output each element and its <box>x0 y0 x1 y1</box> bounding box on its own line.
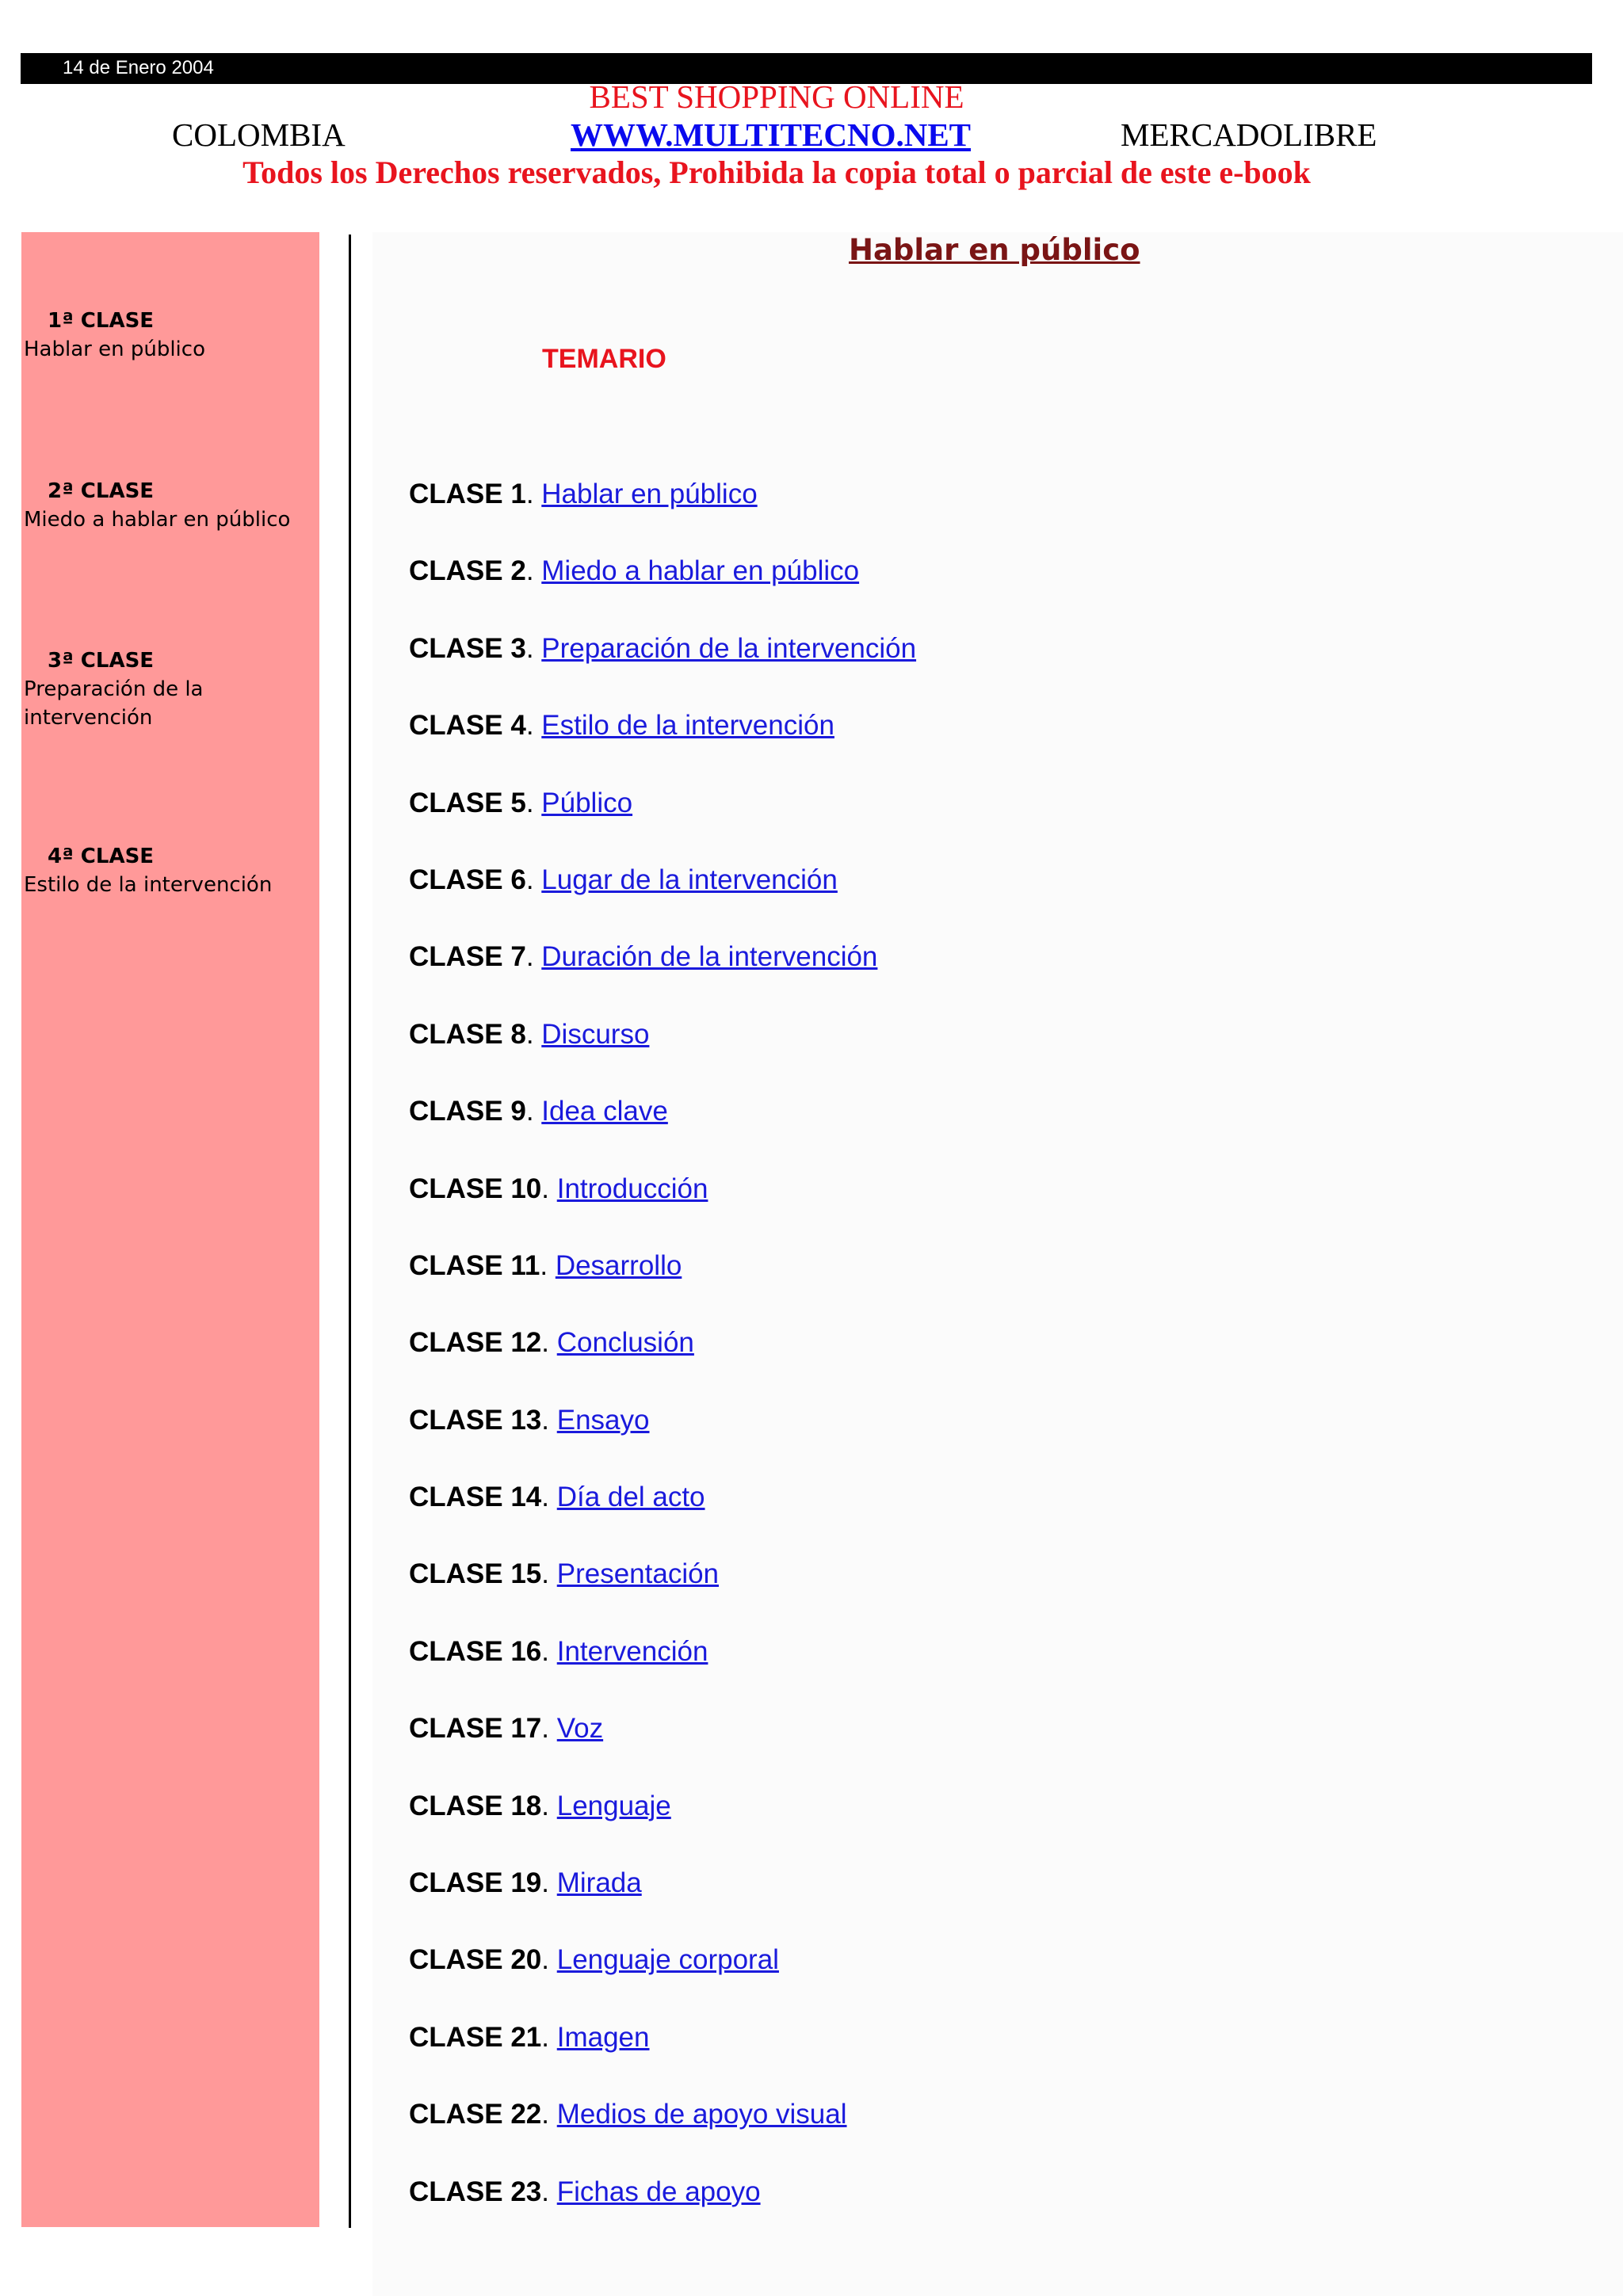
sidebar <box>21 232 319 2227</box>
toc-item: CLASE 9. Idea clave <box>409 1096 668 1127</box>
column-divider <box>349 235 351 2228</box>
toc-class-label: CLASE 9 <box>409 1096 526 1127</box>
toc-link[interactable]: Mirada <box>556 1867 642 1899</box>
sidebar-item-1[interactable] <box>24 307 317 364</box>
sidebar-item-number: 2ª CLASE <box>48 479 155 503</box>
toc-item: CLASE 2. Miedo a hablar en público <box>409 555 860 587</box>
toc-item: CLASE 4. Estilo de la intervención <box>409 710 834 742</box>
toc-class-label: CLASE 21 <box>409 2021 542 2053</box>
sidebar-item-label: Hablar en público <box>24 338 205 361</box>
toc-link[interactable]: Desarrollo <box>555 1249 682 1281</box>
sidebar-item-4[interactable] <box>24 842 317 899</box>
toc-class-label: CLASE 12 <box>409 1327 542 1359</box>
toc-link[interactable]: Ensayo <box>556 1404 650 1436</box>
toc-item: CLASE 23. Fichas de apoyo <box>409 2176 761 2207</box>
toc-class-label: CLASE 7 <box>409 941 526 973</box>
sidebar-item-label: Estilo de la intervención <box>24 873 273 897</box>
toc-item: CLASE 14. Día del acto <box>409 1482 705 1513</box>
toc-link[interactable]: Hablar en público <box>541 479 758 509</box>
toc-item: CLASE 20. Lenguaje corporal <box>409 1944 779 1976</box>
toc-class-label: CLASE 2 <box>409 555 526 587</box>
toc-link[interactable]: Lenguaje corporal <box>556 1944 779 1976</box>
toc-class-label: CLASE 18 <box>409 1790 542 1821</box>
toc-link[interactable]: Lenguaje <box>556 1790 671 1821</box>
sidebar-item-3[interactable] <box>24 646 317 732</box>
toc-link[interactable]: Discurso <box>541 1018 650 1050</box>
toc-link[interactable]: Estilo de la intervención <box>541 710 834 742</box>
market-label: MERCADOLIBRE <box>1121 116 1377 153</box>
toc-link[interactable]: Fichas de apoyo <box>556 2176 761 2207</box>
temario-heading: TEMARIO <box>542 344 666 374</box>
toc-class-label: CLASE 15 <box>409 1558 542 1590</box>
toc-link[interactable]: Preparación de la intervención <box>541 632 917 664</box>
page-title[interactable]: Hablar en público <box>849 233 1140 267</box>
toc-item: CLASE 8. Discurso <box>409 1018 650 1050</box>
toc-link[interactable]: Voz <box>556 1713 604 1745</box>
toc-class-label: CLASE 14 <box>409 1482 542 1513</box>
shopping-banner: BEST SHOPPING ONLINE <box>589 78 964 115</box>
toc-class-label: CLASE 6 <box>409 864 526 895</box>
sidebar-item-number: 3ª CLASE <box>48 649 155 673</box>
toc-class-label: CLASE 20 <box>409 1944 542 1976</box>
toc-link[interactable]: Medios de apoyo visual <box>556 2099 847 2130</box>
toc-link[interactable]: Intervención <box>556 1635 708 1667</box>
toc-class-label: CLASE 22 <box>409 2099 542 2130</box>
toc-item: CLASE 18. Lenguaje <box>409 1790 671 1821</box>
toc-class-label: CLASE 17 <box>409 1713 542 1745</box>
toc-class-label: CLASE 10 <box>409 1173 542 1204</box>
toc-class-label: CLASE 3 <box>409 632 526 664</box>
rights-notice: Todos los Derechos reservados, Prohibida la copia total o parcial de este e-book <box>242 154 1311 190</box>
sidebar-item-label: Miedo a hablar en público <box>24 508 291 532</box>
toc-item: CLASE 11. Desarrollo <box>409 1249 682 1281</box>
toc-item: CLASE 5. Público <box>409 787 633 818</box>
toc-class-label: CLASE 13 <box>409 1404 542 1436</box>
toc-class-label: CLASE 8 <box>409 1018 526 1050</box>
toc-class-label: CLASE 23 <box>409 2176 542 2207</box>
toc-item: CLASE 7. Duración de la intervención <box>409 941 878 973</box>
sidebar-item-number: 4ª CLASE <box>48 845 155 868</box>
toc-link[interactable]: Presentación <box>556 1558 720 1590</box>
toc-link[interactable]: Duración de la intervención <box>541 941 878 973</box>
toc-item: CLASE 19. Mirada <box>409 1867 642 1899</box>
toc-item: CLASE 16. Intervención <box>409 1635 708 1667</box>
toc-item: CLASE 22. Medios de apoyo visual <box>409 2099 847 2130</box>
country-label: COLOMBIA <box>172 116 346 153</box>
toc-class-label: CLASE 19 <box>409 1867 542 1899</box>
toc-link[interactable]: Público <box>541 787 633 818</box>
toc-link[interactable]: Idea clave <box>541 1096 668 1127</box>
table-of-contents <box>409 474 916 2248</box>
toc-class-label: CLASE 16 <box>409 1635 542 1667</box>
toc-link[interactable]: Lugar de la intervención <box>541 864 838 895</box>
toc-link[interactable]: Introducción <box>556 1173 708 1204</box>
toc-link[interactable]: Día del acto <box>556 1482 705 1513</box>
toc-item: CLASE 21. Imagen <box>409 2021 650 2053</box>
toc-item: CLASE 17. Voz <box>409 1713 604 1745</box>
date-label: 14 de Enero 2004 <box>63 57 214 78</box>
toc-link[interactable]: Imagen <box>556 2021 650 2053</box>
toc-item: CLASE 6. Lugar de la intervención <box>409 864 838 895</box>
sidebar-item-label: Preparación de la intervención <box>24 677 204 730</box>
toc-item: CLASE 12. Conclusión <box>409 1327 694 1359</box>
toc-class-label: CLASE 1 <box>409 479 526 509</box>
toc-item: CLASE 15. Presentación <box>409 1558 720 1590</box>
toc-link[interactable]: Conclusión <box>556 1327 694 1359</box>
toc-item: CLASE 13. Ensayo <box>409 1404 650 1436</box>
site-link[interactable]: WWW.MULTITECNO.NET <box>571 116 972 153</box>
sidebar-item-2[interactable] <box>24 477 317 534</box>
sidebar-item-number: 1ª CLASE <box>48 309 155 333</box>
toc-class-label: CLASE 11 <box>409 1249 540 1281</box>
toc-item: CLASE 10. Introducción <box>409 1173 708 1204</box>
toc-item: CLASE 1. Hablar en público <box>409 479 758 509</box>
toc-class-label: CLASE 4 <box>409 710 526 742</box>
toc-link[interactable]: Miedo a hablar en público <box>541 555 860 587</box>
toc-class-label: CLASE 5 <box>409 787 526 818</box>
toc-item: CLASE 3. Preparación de la intervención <box>409 632 917 664</box>
